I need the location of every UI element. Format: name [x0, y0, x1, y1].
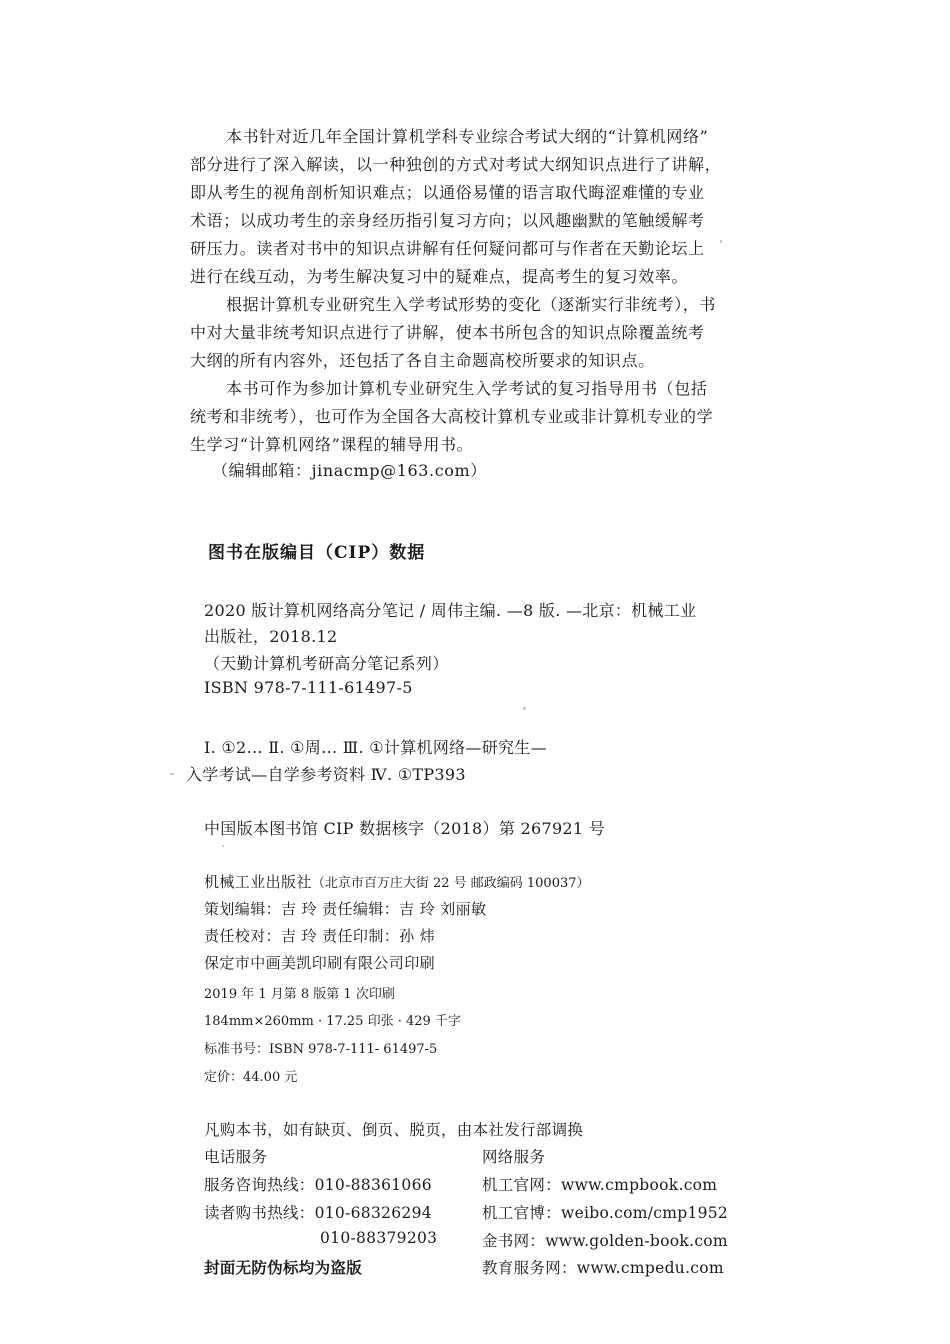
cip-number: 中国版本图书馆 CIP 数据核字（2018）第 267921 号 [204, 819, 606, 838]
education-service-site: 教育服务网：www.cmpedu.com [482, 1259, 724, 1277]
intro-p1-line6: 进行在线互动，为考生解决复习中的疑难点，提高考生的复习效率。 [190, 267, 689, 286]
edition: 2019 年 1 月第 8 版第 1 次印刷 [204, 987, 395, 1002]
scan-speck [523, 707, 526, 710]
intro-p3-line3: 生学习“计算机网络”课程的辅导用书。 [190, 435, 474, 454]
intro-p1-line3: 即从考生的视角剖析知识难点；以通俗易懂的语言取代晦涩难懂的专业 [190, 183, 705, 202]
official-website: 机工官网：www.cmpbook.com [482, 1176, 718, 1194]
editor-email: （编辑邮箱：jinacmp@163.com） [212, 461, 487, 480]
anti-counterfeit-notice: 封面无防伪标均为盗版 [204, 1258, 363, 1277]
golden-book-site: 金书网：www.golden-book.com [482, 1232, 728, 1250]
phone-service-heading: 电话服务 [204, 1148, 268, 1166]
scan-speck [170, 773, 174, 775]
standard-number: 标准书号：ISBN 978-7-111- 61497-5 [204, 1042, 438, 1057]
book-format: 184mm×260mm · 17.25 印张 · 429 千字 [204, 1014, 461, 1029]
cip-classification-line1: Ⅰ. ①2… Ⅱ. ①周… Ⅲ. ①计算机网络—研究生— [204, 738, 547, 757]
cip-series: （天勤计算机考研高分笔记系列） [204, 654, 449, 673]
intro-p1-line1: 本书针对近几年全国计算机学科专业综合考试大纲的“计算机网络” [226, 127, 709, 146]
buyer-hotline: 读者购书热线：010-68326294 [204, 1204, 432, 1222]
publisher-name: 机械工业出版社 [204, 873, 312, 891]
intro-p1-line5: 研压力。读者对书中的知识点讲解有任何疑问都可与作者在天勤论坛上 [190, 239, 705, 258]
printer: 保定市中画美凯印刷有限公司印刷 [204, 954, 436, 972]
intro-p1-line4: 术语；以成功考生的亲身经历指引复习方向；以风趣幽默的笔触缓解考 [190, 211, 705, 230]
publisher-line [204, 871, 590, 892]
scan-speck [222, 845, 224, 847]
cip-record-line1: 2020 版计算机网络高分笔记 / 周伟主编. —8 版. —北京：机械工业 [204, 601, 697, 620]
intro-p2-line2: 中对大量非统考知识点进行了讲解，使本书所包含的知识点除覆盖统考 [190, 323, 705, 342]
planning-editor: 策划编辑：吉 玲 责任编辑：吉 玲 刘丽敏 [204, 900, 487, 918]
scan-speck [720, 240, 722, 243]
replacement-notice: 凡购本书，如有缺页、倒页、脱页，由本社发行部调换 [204, 1121, 584, 1139]
cip-isbn: ISBN 978-7-111-61497-5 [204, 678, 413, 697]
intro-p2-line1: 根据计算机专业研究生入学考试形势的变化（逐渐实行非统考），书 [226, 295, 717, 314]
intro-p3-line2: 统考和非统考），也可作为全国各大高校计算机专业或非计算机专业的学 [190, 407, 714, 426]
proofreader: 责任校对：吉 玲 责任印制：孙 炜 [204, 927, 436, 945]
official-weibo: 机工官博：weibo.com/cmp1952 [482, 1204, 729, 1222]
price: 定价：44.00 元 [204, 1070, 298, 1085]
cip-title: 图书在版编目（CIP）数据 [208, 543, 426, 563]
consult-hotline: 服务咨询热线：010-88361066 [204, 1176, 432, 1194]
cip-record-line2: 出版社，2018.12 [204, 627, 338, 646]
intro-p3-line1: 本书可作为参加计算机专业研究生入学考试的复习指导用书（包括 [226, 379, 708, 398]
web-service-heading: 网络服务 [482, 1148, 546, 1166]
buyer-hotline-2: 010-88379203 [320, 1229, 438, 1247]
intro-p2-line3: 大纲的所有内容外，还包括了各自主命题高校所要求的知识点。 [190, 351, 655, 370]
cip-classification-line2: 入学考试—自学参考资料 Ⅳ. ①TP393 [186, 765, 466, 784]
publisher-address: （北京市百万庄大街 22 号 邮政编码 100037） [311, 876, 590, 891]
intro-p1-line2: 部分进行了深入解读，以一种独创的方式对考试大纲知识点进行了讲解， [190, 155, 722, 174]
